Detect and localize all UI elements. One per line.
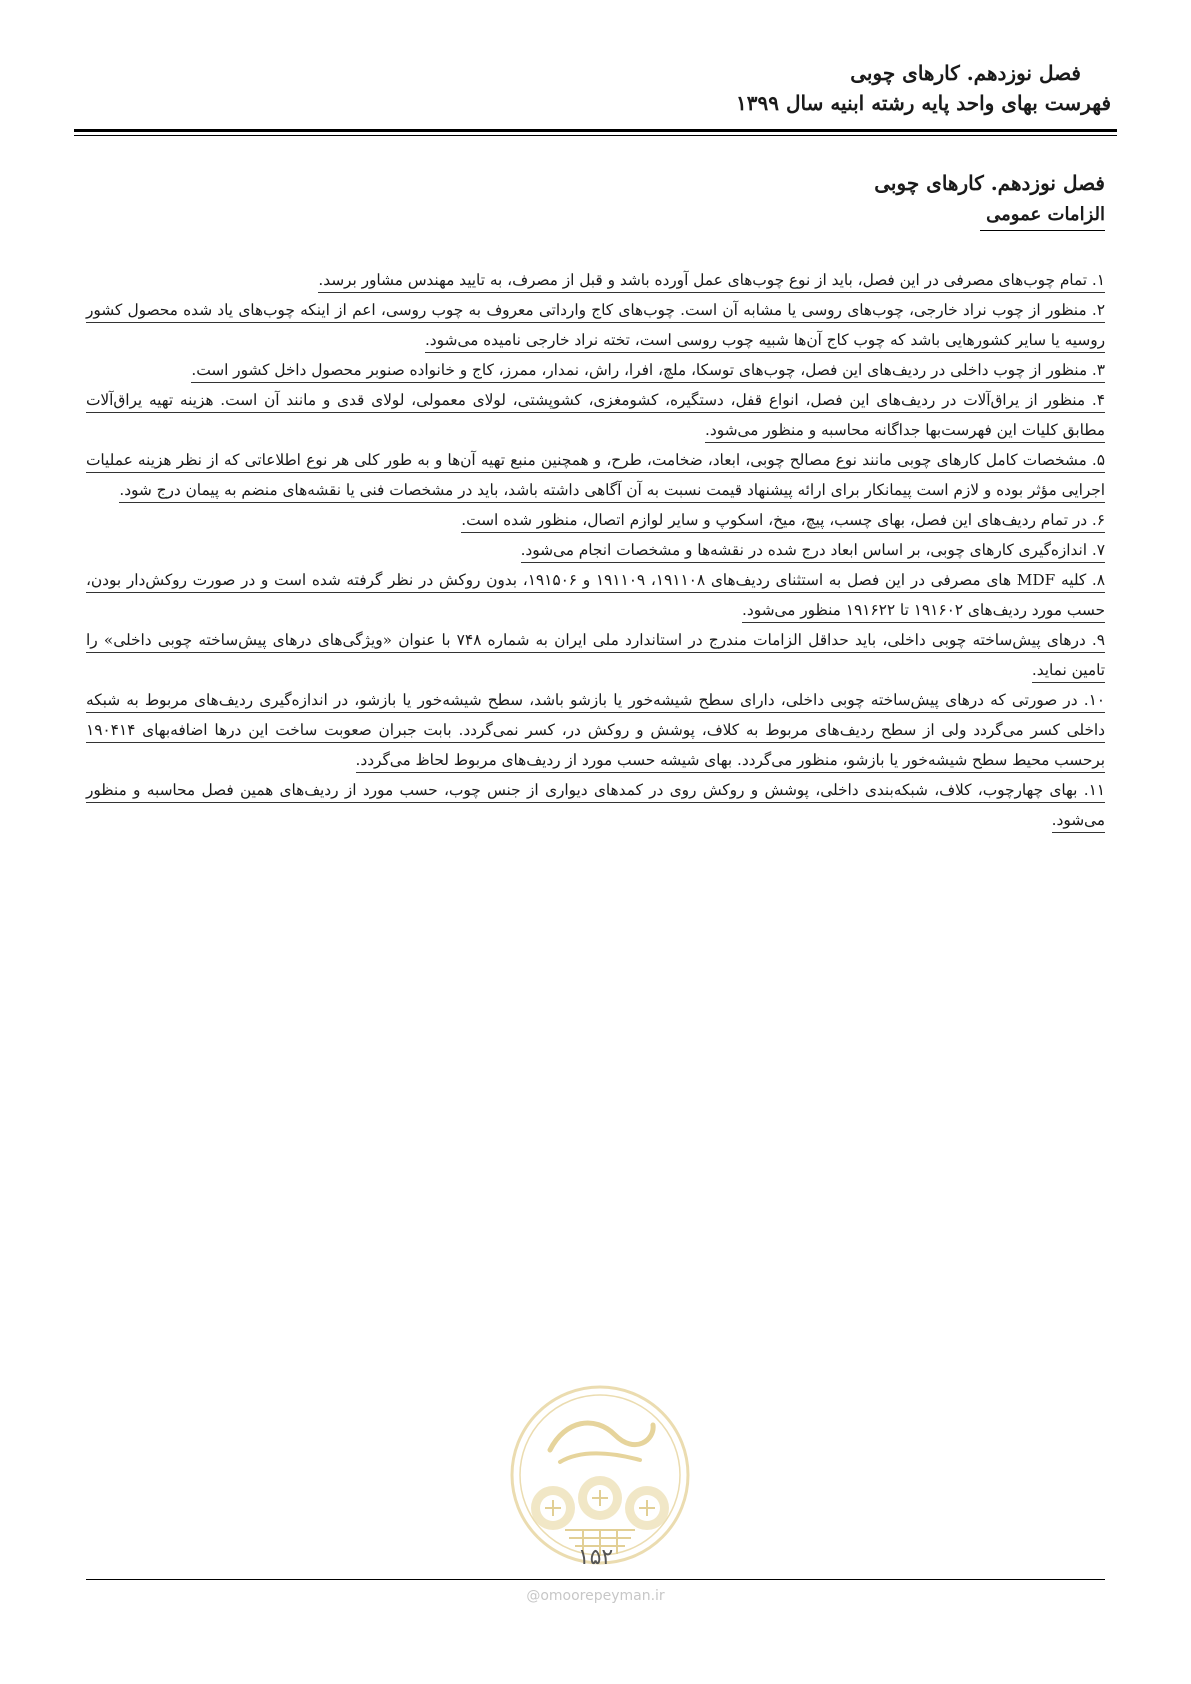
- header-rule: [74, 129, 1117, 132]
- clause-text: ۱۱. بهای چهارچوب، کلاف، شبکه‌بندی داخلی، پوشش و روکش روی در کمدهای دیواری از جنس چوب، حسب مورد از ردیف‌های همین فصل محاسبه و منظور می‌شود.: [86, 781, 1105, 833]
- clause-item: [86, 625, 1105, 685]
- running-header: [86, 58, 1111, 118]
- clause-text: ۱. تمام چوب‌های مصرفی در این فصل، باید از نوع چوب‌های عمل آورده باشد و قبل از مصرف، به تایید مهندس مشاور برسد.: [318, 271, 1105, 293]
- running-header-chapter: فصل نوزدهم. کارهای چوبی: [850, 61, 1081, 85]
- clause-text: ۵. مشخصات کامل کارهای چوبی مانند نوع مصالح چوبی، ابعاد، ضخامت، طرح، و همچنین منبع تهیه آن‌ها و به طور کلی هر نوع اطلاعاتی که از نظر هزینه عملیات اجرایی مؤثر بوده و لازم است پیمانکار برای ارائه پیشنهاد قیمت نسبت به آن آگاهی داشته باشد، باید در مشخصات فنی یا نقشه‌های منضم به پیمان درج شود.: [86, 451, 1105, 503]
- footer-rule: [86, 1579, 1105, 1580]
- clause-text: ۲. منظور از چوب نراد خارجی، چوب‌های روسی یا مشابه آن است. چوب‌های کاج وارداتی معروف به چوب روسی، اعم از اینکه چوب‌های یاد شده محصول کشور روسیه یا سایر کشورهایی باشد که چوب کاج آن‌ها شبیه چوب روسی است، تخته نراد خارجی نامیده می‌شود.: [86, 301, 1105, 353]
- clause-text: ۶. در تمام ردیف‌های این فصل، بهای چسب، پیچ، میخ، اسکوپ و سایر لوازم اتصال، منظور شده است.: [461, 511, 1105, 533]
- clause-text: ۳. منظور از چوب داخلی در ردیف‌های این فصل، چوب‌های توسکا، ملچ، افرا، راش، نمدار، ممرز، کاج و خانواده صنوبر محصول داخل کشور است.: [191, 361, 1105, 383]
- clause-item: [86, 685, 1105, 775]
- section-title: الزامات عمومی: [980, 200, 1105, 231]
- page-number: ۱۵۲: [577, 1545, 614, 1570]
- chapter-title: فصل نوزدهم. کارهای چوبی: [874, 171, 1105, 195]
- clauses-body: [86, 265, 1105, 835]
- clause-text: ۷. اندازه‌گیری کارهای چوبی، بر اساس ابعاد درج شده در نقشه‌ها و مشخصات انجام می‌شود.: [521, 541, 1105, 563]
- clause-text: ۸. کلیه MDF های مصرفی در این فصل به استثنای ردیف‌های ۱۹۱۱۰۸، ۱۹۱۱۰۹ و ۱۹۱۵۰۶، بدون روکش در نظر گرفته شده است و در صورت روکش‌دار بودن، حسب مورد ردیف‌های ۱۹۱۶۰۲ تا ۱۹۱۶۲۲ منظور می‌شود.: [86, 571, 1105, 623]
- clause-item: [86, 775, 1105, 835]
- clause-text: ۹. درهای پیش‌ساخته چوبی داخلی، باید حداقل الزامات مندرج در استاندارد ملی ایران به شماره ۷۴۸ با عنوان «ویژگی‌های درهای پیش‌ساخته چوبی داخلی» را تامین نماید.: [86, 631, 1105, 683]
- clause-item: [86, 385, 1105, 445]
- clause-item: [86, 565, 1105, 625]
- gear-seal-emblem-icon: [505, 1380, 695, 1570]
- clause-item: [86, 355, 1105, 385]
- clause-item: [86, 295, 1105, 355]
- clause-text: ۱۰. در صورتی که درهای پیش‌ساخته چوبی داخلی، دارای سطح شیشه‌خور یا بازشو باشد، سطح شیشه‌خور یا بازشو، در اندازه‌گیری ردیف‌های مربوط به شبکه داخلی کسر می‌گردد ولی از سطح ردیف‌های مربوط به کلاف، پوشش و روکش در، کسر نمی‌گردد. بابت جبران صعوبت ساخت این درها اضافه‌بهای ۱۹۰۴۱۴ برحسب محیط سطح شیشه‌خور یا بازشو، منظور می‌گردد. بهای شیشه حسب مورد از ردیف‌های مربوط لحاظ می‌گردد.: [86, 691, 1105, 773]
- clause-item: [86, 445, 1105, 505]
- clause-text: ۴. منظور از یراق‌آلات در ردیف‌های این فصل، انواع قفل، دستگیره، کشومغزی، کشوپشتی، لولای معمولی، لولای قدی و مانند آن است. هزینه تهیه یراق‌آلات مطابق کلیات این فهرست‌بها جداگانه محاسبه و منظور می‌شود.: [86, 391, 1105, 443]
- header-rule-thin: [74, 135, 1117, 136]
- running-header-catalog: فهرست بهای واحد پایه رشته ابنیه سال ۱۳۹۹: [736, 91, 1111, 115]
- clause-item: [86, 505, 1105, 535]
- clause-item: [86, 535, 1105, 565]
- clause-item: [86, 265, 1105, 295]
- website-watermark: @omoorepeyman.ir: [526, 1588, 665, 1604]
